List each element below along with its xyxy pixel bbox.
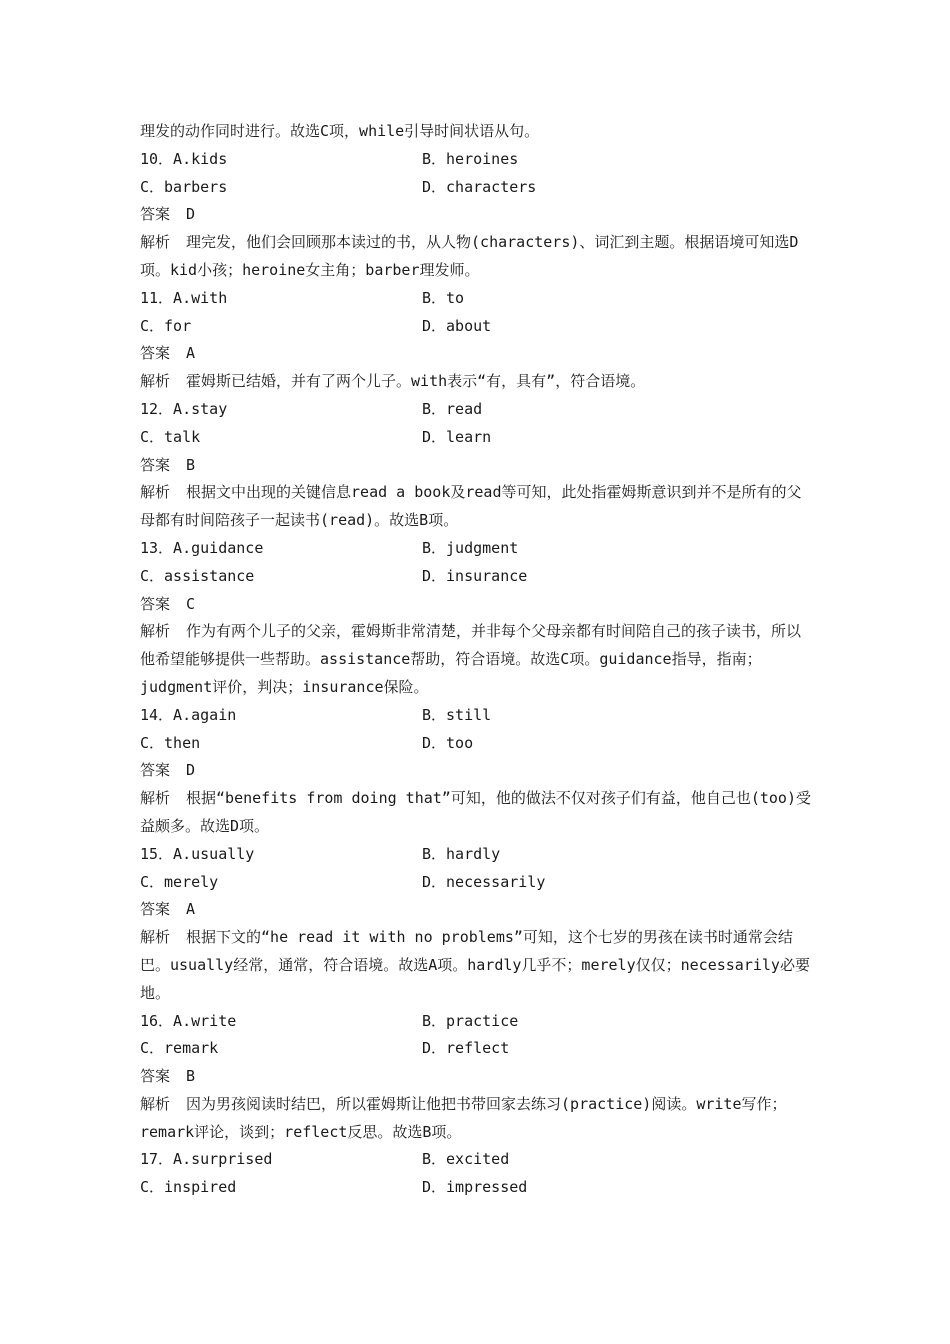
option-c: C．assistance bbox=[140, 566, 255, 585]
analysis-text: 根据下文的“he read it with no problems”可知，这个七岁的男孩在读书时通常会结巴。usually经常，通常，符合语境。故选A项。hardly几乎不；merely仅仅；necessarily必要地。 bbox=[140, 928, 810, 1002]
option-a: 14．A.again bbox=[140, 705, 237, 724]
option-b: B．read bbox=[422, 399, 483, 418]
option-d: D．impressed bbox=[422, 1178, 528, 1197]
answer-label: 答案 bbox=[140, 205, 171, 224]
analysis-text: 根据“benefits from doing that”可知，他的做法不仅对孩子们有益，他自己也(too)受益颇多。故选D项。 bbox=[140, 789, 811, 835]
analysis-text: 因为男孩阅读时结巴，所以霍姆斯让他把书带回家去练习(practice)阅读。write写作；remark评论，谈到；reflect反思。故选B项。 bbox=[140, 1094, 787, 1141]
answer-value: B bbox=[186, 455, 196, 474]
analysis-paragraph bbox=[140, 924, 812, 1007]
options-row bbox=[140, 535, 812, 563]
analysis-text: 根据文中出现的关键信息read a book及read等可知，此处指霍姆斯意识到并不是所有的父母都有时间陪孩子一起读书(read)。故选B项。 bbox=[140, 483, 802, 530]
question-block bbox=[140, 702, 812, 841]
option-d: D．characters bbox=[422, 177, 537, 196]
analysis-label: 解析 bbox=[140, 789, 171, 808]
answer-label: 答案 bbox=[140, 594, 171, 613]
option-d: D．learn bbox=[422, 427, 492, 446]
option-a: 10．A.kids bbox=[140, 149, 228, 168]
option-b: B．judgment bbox=[422, 538, 519, 557]
document-page bbox=[140, 118, 812, 1202]
analysis-paragraph bbox=[140, 1091, 812, 1147]
analysis-label: 解析 bbox=[140, 928, 171, 947]
answer-line bbox=[140, 591, 812, 619]
analysis-text: 理完发，他们会回顾那本读过的书，从人物(characters)、词汇到主题。根据语境可知选D项。kid小孩；heroine女主角；barber理发师。 bbox=[140, 233, 799, 279]
answer-line bbox=[140, 452, 812, 480]
question-block bbox=[140, 1146, 812, 1202]
options-row bbox=[140, 396, 812, 424]
options-row bbox=[140, 563, 812, 591]
answer-label: 答案 bbox=[140, 1067, 171, 1086]
option-c: C．merely bbox=[140, 872, 219, 891]
answer-label: 答案 bbox=[140, 455, 171, 474]
analysis-paragraph bbox=[140, 368, 812, 396]
analysis-text: 作为有两个儿子的父亲，霍姆斯非常清楚，并非每个父母亲都有时间陪自己的孩子读书，所以他希望能够提供一些帮助。assistance帮助，符合语境。故选C项。guidance指导，指南；judgment评价，判决；insurance保险。 bbox=[140, 622, 802, 696]
option-a: 17．A.surprised bbox=[140, 1150, 273, 1169]
option-d: D．too bbox=[422, 733, 474, 752]
intro-text: 理发的动作同时进行。故选C项，while引导时间状语从句。 bbox=[140, 122, 540, 140]
analysis-paragraph bbox=[140, 229, 812, 285]
answer-label: 答案 bbox=[140, 900, 171, 919]
answer-value: A bbox=[186, 900, 196, 919]
option-a: 15．A.usually bbox=[140, 844, 255, 863]
answer-line bbox=[140, 757, 812, 785]
option-c: C．then bbox=[140, 733, 201, 752]
answer-value: D bbox=[186, 205, 196, 224]
option-b: B．practice bbox=[422, 1011, 519, 1030]
option-d: D．reflect bbox=[422, 1039, 510, 1058]
options-row bbox=[140, 1146, 812, 1174]
options-row bbox=[140, 869, 812, 897]
question-block bbox=[140, 1008, 812, 1147]
option-c: C．talk bbox=[140, 427, 201, 446]
answer-value: B bbox=[186, 1067, 196, 1086]
analysis-text: 霍姆斯已结婚，并有了两个儿子。with表示“有，具有”，符合语境。 bbox=[186, 372, 646, 391]
analysis-paragraph bbox=[140, 479, 812, 535]
option-a: 11．A.with bbox=[140, 288, 228, 307]
option-b: B．hardly bbox=[422, 844, 501, 863]
question-block bbox=[140, 841, 812, 1008]
option-d: D．necessarily bbox=[422, 872, 546, 891]
option-b: B．still bbox=[422, 705, 492, 724]
question-block bbox=[140, 146, 812, 285]
answer-label: 答案 bbox=[140, 761, 171, 780]
option-c: C．for bbox=[140, 316, 192, 335]
options-row bbox=[140, 841, 812, 869]
option-d: D．about bbox=[422, 316, 492, 335]
analysis-paragraph bbox=[140, 785, 812, 841]
analysis-label: 解析 bbox=[140, 622, 171, 641]
option-b: B．heroines bbox=[422, 149, 519, 168]
answer-value: D bbox=[186, 761, 196, 780]
option-a: 13．A.guidance bbox=[140, 538, 264, 557]
options-row bbox=[140, 313, 812, 341]
answer-line bbox=[140, 1063, 812, 1091]
analysis-label: 解析 bbox=[140, 483, 171, 502]
options-row bbox=[140, 424, 812, 452]
option-c: C．barbers bbox=[140, 177, 228, 196]
question-block bbox=[140, 535, 812, 702]
options-row bbox=[140, 1008, 812, 1036]
options-row bbox=[140, 730, 812, 758]
analysis-label: 解析 bbox=[140, 1094, 171, 1113]
answer-line bbox=[140, 201, 812, 229]
answer-value: A bbox=[186, 344, 196, 363]
analysis-label: 解析 bbox=[140, 233, 171, 252]
option-d: D．insurance bbox=[422, 566, 528, 585]
answer-line bbox=[140, 896, 812, 924]
answer-value: C bbox=[186, 594, 196, 613]
options-row bbox=[140, 285, 812, 313]
question-block bbox=[140, 285, 812, 396]
option-b: B．to bbox=[422, 288, 465, 307]
options-row bbox=[140, 1174, 812, 1202]
question-block bbox=[140, 396, 812, 535]
options-row bbox=[140, 702, 812, 730]
option-b: B．excited bbox=[422, 1150, 510, 1169]
option-c: C．remark bbox=[140, 1039, 219, 1058]
option-c: C．inspired bbox=[140, 1178, 237, 1197]
analysis-paragraph bbox=[140, 618, 812, 701]
option-a: 16．A.write bbox=[140, 1011, 237, 1030]
answer-label: 答案 bbox=[140, 344, 171, 363]
options-row bbox=[140, 146, 812, 174]
option-a: 12．A.stay bbox=[140, 399, 228, 418]
options-row bbox=[140, 1035, 812, 1063]
answer-line bbox=[140, 340, 812, 368]
options-row bbox=[140, 174, 812, 202]
analysis-label: 解析 bbox=[140, 372, 171, 391]
